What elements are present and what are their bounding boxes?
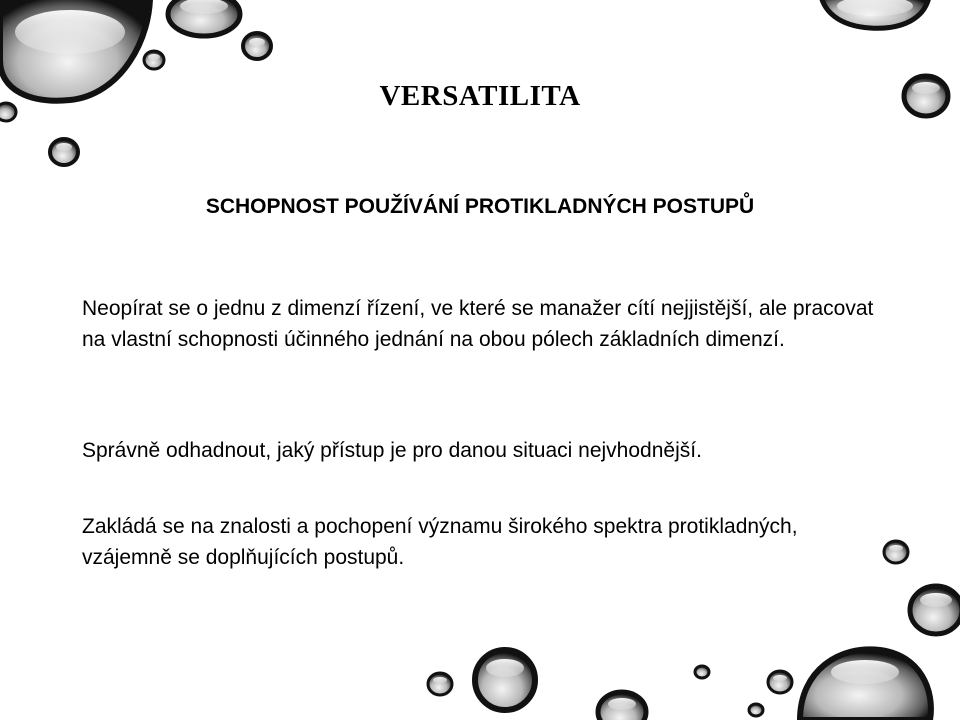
water-drop	[475, 650, 535, 710]
water-drop	[910, 586, 960, 634]
water-drop	[695, 666, 709, 678]
paragraph-3: Zakládá se na znalosti a pochopení významu širokého spektra protikladných, vzájemně se doplňujících postupů.	[82, 515, 798, 569]
paragraph-2: Správně odhadnout, jaký přístup je pro danou situaci nejvhodnější.	[82, 439, 702, 462]
water-drop	[598, 692, 646, 720]
paragraph-1: Neopírat se o jednu z dimenzí řízení, ve které se manažer cítí nejjistější, ale pracovat na vlastní schopnosti účinného jednání na obou pólech základních dimenzí.	[82, 297, 874, 351]
water-drop	[820, 0, 930, 28]
water-drop	[168, 0, 240, 36]
water-drop	[800, 649, 931, 720]
water-drop	[243, 33, 271, 59]
water-drop	[50, 139, 78, 165]
water-drop	[884, 541, 908, 563]
water-drop	[428, 673, 452, 695]
water-drop	[768, 671, 792, 693]
water-drop	[749, 704, 763, 716]
slide-subtitle: SCHOPNOST POUŽÍVÁNÍ PROTIKLADNÝCH POSTUPŮ	[205, 195, 755, 218]
water-drop	[144, 51, 164, 69]
page-title: VERSATILITA	[379, 80, 581, 112]
